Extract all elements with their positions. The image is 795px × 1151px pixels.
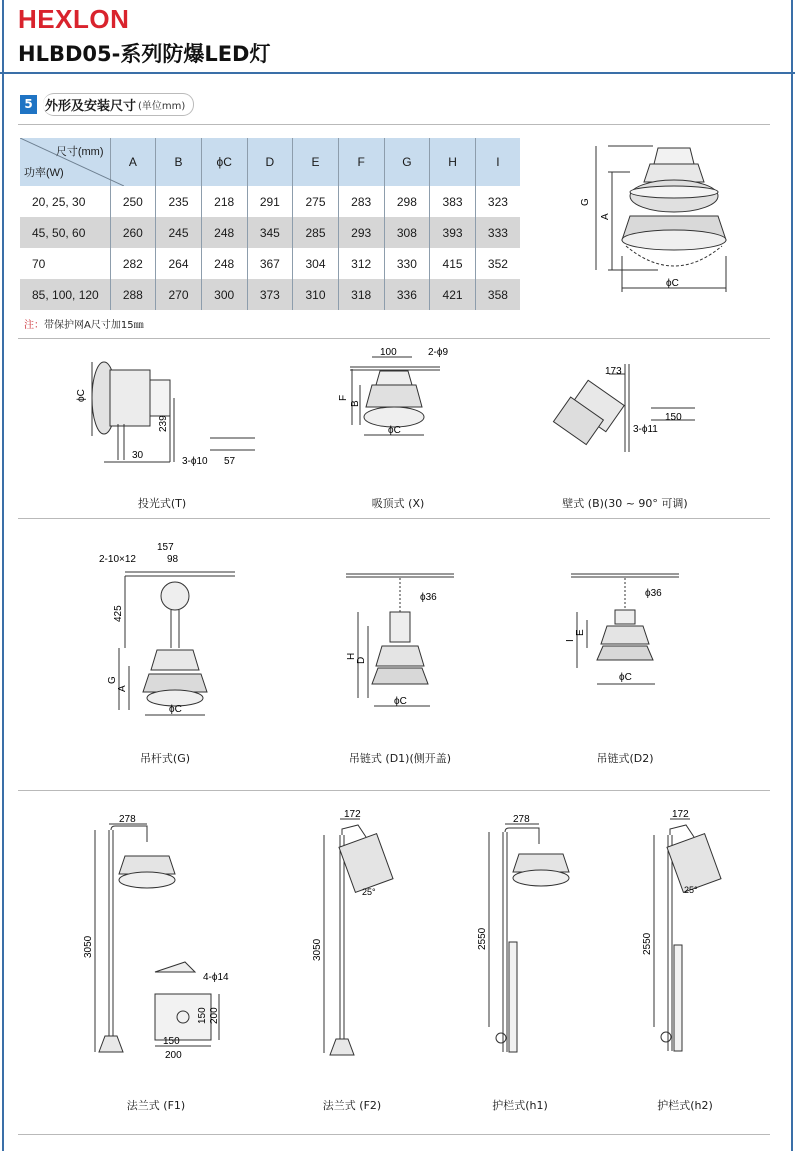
dim-label-g: G [580,198,591,206]
section-number-badge: 5 [20,95,37,114]
power-cell: 20, 25, 30 [32,194,86,209]
drawing-g [95,540,235,725]
drawing-d2 [565,568,685,693]
column-header: I [475,138,520,186]
dim-g-425: 425 [113,605,124,622]
table-cell: 308 [384,217,430,248]
table-cell: 288 [110,279,156,310]
table-cell: 358 [475,279,520,310]
dim-f1-holes: 4-ϕ14 [203,972,229,983]
table-note [24,316,144,331]
dim-f2-3050: 3050 [312,938,323,961]
table-row [20,279,520,310]
table-cell: 282 [110,248,156,279]
dim-f1-200h: 200 [165,1050,182,1061]
power-cell: 85, 100, 120 [20,279,110,310]
dim-g-slots: 2-10×12 [99,554,136,565]
dim-g-98: 98 [167,554,179,565]
page-header [0,0,795,74]
dim-d2-e: E [575,629,586,636]
table-cell: 275 [293,186,339,217]
table-cell: 291 [247,186,293,217]
column-header: B [156,138,202,186]
table-cell: 300 [201,279,247,310]
caption-d1: 吊链式 (D1)(侧开盖) [348,752,452,765]
dim-h2-angle: 25° [684,885,698,895]
caption-g: 吊杆式(G) [139,752,191,765]
table-cell: 264 [156,248,202,279]
caption-h2: 护栏式(h2) [657,1099,713,1112]
corner-label-power: 功率(W) [24,167,64,179]
table-cell: 218 [201,186,247,217]
dim-d2-i: I [565,639,576,642]
table-cell: 260 [110,217,156,248]
dim-f1-150v: 150 [197,1007,208,1024]
section-unit: (单位mm) [138,100,186,112]
caption-t: 投光式(T) [137,497,187,510]
caption-f2: 法兰式 (F2) [322,1099,382,1112]
main-dimension-drawing [578,136,748,296]
table-cell: 270 [156,279,202,310]
table-cell: 312 [338,248,384,279]
table-cell: 330 [384,248,430,279]
dim-h2-172: 172 [672,809,689,820]
table-cell: 393 [430,217,476,248]
note-text: 带保护网A尺寸加15㎜ [44,320,144,331]
drawing-d1 [340,568,460,713]
table-cell: 250 [110,186,156,217]
dim-f1-3050: 3050 [83,935,94,958]
dim-h1-2550: 2550 [477,927,488,950]
table-row [20,248,520,279]
power-cell: 70 [32,256,46,271]
drawing-f2 [310,805,410,1065]
dim-f1-200v: 200 [209,1007,220,1024]
power-cell: 45, 50, 60 [20,217,110,248]
table-cell: 318 [338,279,384,310]
note-prefix: 注： [24,320,44,331]
table-cell: 248 [201,248,247,279]
drawing-t [70,358,270,473]
brand-logo: HEXLON [18,4,130,34]
dim-h2-2550: 2550 [642,932,653,955]
dim-d1-36: ϕ36 [420,592,437,603]
table-cell: 352 [475,248,520,279]
dim-f2-172: 172 [344,809,361,820]
column-header: A [110,138,156,186]
table-row [20,186,520,217]
table-cell: 304 [293,248,339,279]
divider [18,338,770,339]
table-cell: 298 [384,186,430,217]
dim-t-57: 57 [224,456,236,467]
table-cell: 310 [293,279,339,310]
dim-b-173: 173 [605,366,622,377]
section-heading [20,93,194,115]
dim-label-a: A [600,213,611,220]
dim-t-239: 239 [158,415,169,432]
column-header: H [430,138,476,186]
column-header: D [247,138,293,186]
dim-x-b: B [350,400,361,407]
table-cell: 421 [430,279,476,310]
table-cell: 323 [475,186,520,217]
page-title: HLBD05-系列防爆LED灯 [18,42,271,66]
drawing-h1 [475,812,585,1062]
column-header: F [338,138,384,186]
table-cell: 373 [247,279,293,310]
caption-f1: 法兰式 (F1) [126,1099,186,1112]
column-header: E [293,138,339,186]
dim-b-150: 150 [665,412,682,423]
dim-x-f: F [338,394,349,401]
drawing-x [330,345,470,465]
section-rule [18,124,770,125]
dim-g-157: 157 [157,542,174,553]
dim-t-c: ϕC [76,389,87,402]
table-row [20,217,520,248]
dim-h1-278: 278 [513,814,530,825]
drawing-f1 [75,812,255,1067]
table-cell: 293 [338,217,384,248]
table-cell: 248 [201,217,247,248]
dim-f1-278: 278 [119,814,136,825]
table-header-row [20,138,520,186]
column-header: ϕC [201,138,247,186]
table-cell: 345 [247,217,293,248]
dim-g-c: ϕC [169,704,182,715]
dim-d2-c: ϕC [619,672,632,683]
dim-g-a: A [117,685,128,692]
table-cell: 283 [338,186,384,217]
dim-d1-h: H [346,652,357,660]
dim-d1-d: D [356,656,367,664]
dim-f2-angle: 25° [362,887,376,897]
dim-f1-150h: 150 [163,1036,180,1047]
table-cell: 383 [430,186,476,217]
dim-g-g: G [107,676,118,684]
corner-label-dimension: 尺寸(mm) [55,146,104,158]
column-header: G [384,138,430,186]
table-cell: 367 [247,248,293,279]
section-title-pill [43,93,194,116]
section-title: 外形及安装尺寸 [45,98,137,114]
table-cell: 285 [293,217,339,248]
caption-x: 吸顶式 (X) [371,497,425,510]
table-cell: 235 [156,186,202,217]
drawing-h2 [640,805,740,1065]
caption-d2: 吊链式(D2) [596,752,654,765]
dim-d1-c: ϕC [394,696,407,707]
dim-b-holes: 3-ϕ11 [633,424,658,435]
dim-t-30: 30 [132,450,144,461]
dimension-table [20,138,520,310]
table-cell: 245 [156,217,202,248]
table-corner-cell [20,138,110,186]
table-cell: 336 [384,279,430,310]
dim-d2-36: ϕ36 [645,588,662,599]
drawing-b [535,360,705,460]
caption-h1: 护栏式(h1) [492,1099,548,1112]
caption-b: 壁式 (B)(30 ~ 90° 可调) [562,497,688,510]
table-cell: 333 [475,217,520,248]
dim-x-c: ϕC [388,425,401,436]
dim-t-holes: 3-ϕ10 [182,456,208,467]
divider [18,518,770,519]
divider [18,1134,770,1135]
table-cell: 415 [430,248,476,279]
dim-x-100: 100 [380,347,397,358]
divider [18,790,770,791]
dim-label-c: ϕC [666,278,679,289]
dim-x-holes: 2-ϕ9 [428,347,449,358]
